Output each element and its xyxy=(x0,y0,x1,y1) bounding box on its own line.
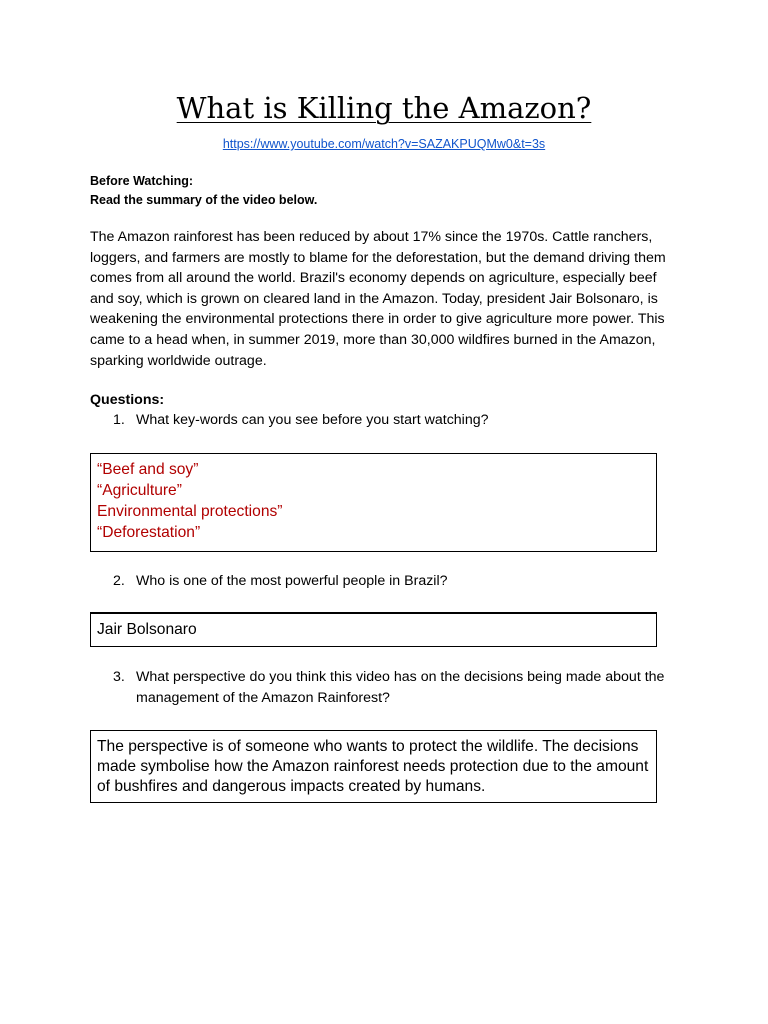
questions-heading: Questions: xyxy=(90,392,165,408)
question-3-number: 3. xyxy=(113,669,125,685)
answer-box-3[interactable] xyxy=(90,730,657,803)
answer-1-line: “Agriculture” xyxy=(97,482,182,499)
document-title: What is Killing the Amazon? xyxy=(176,91,592,125)
answer-1-line: “Deforestation” xyxy=(97,524,201,541)
before-watching-heading: Before Watching: xyxy=(90,174,194,188)
question-1-number: 1. xyxy=(113,412,125,428)
question-2-text: Who is one of the most powerful people in Brazil? xyxy=(136,573,448,589)
answer-box-1[interactable] xyxy=(90,453,657,552)
before-watching-instruction: Read the summary of the video below. xyxy=(90,193,318,207)
answer-3-line: The perspective is of someone who wants to protect the wildlife. The decisions made symbolise how the Amazon rainforest needs protection due to the amount of bushfires and dangerous impacts created by humans. xyxy=(97,738,649,795)
answer-1-line: Environmental protections” xyxy=(97,503,283,520)
question-2 xyxy=(113,571,679,592)
video-link[interactable]: https://www.youtube.com/watch?v=SAZAKPUQMw0&t=3s xyxy=(222,137,546,151)
question-3-text: What perspective do you think this video has on the decisions being made about the management of the Amazon Rainforest? xyxy=(136,669,665,706)
video-summary: The Amazon rainforest has been reduced by about 17% since the 1970s. Cattle ranchers, loggers, and farmers are mostly to blame for the deforestation, but the demand driving them comes from all around the world. Brazil's economy depends on agriculture, especially beef and soy, which is grown on cleared land in the Amazon. Today, president Jair Bolsonaro, is weakening the environmental protections there in order to give agriculture more power. This came to a head when, in summer 2019, more than 30,000 wildfires burned in the Amazon, sparking worldwide outrage. xyxy=(90,229,666,369)
question-1 xyxy=(113,410,679,431)
answer-1-line: “Beef and soy” xyxy=(97,461,199,478)
before-watching-section xyxy=(90,172,317,210)
question-1-text: What key-words can you see before you start watching? xyxy=(136,412,489,428)
answer-box-2[interactable] xyxy=(90,612,657,647)
answer-2-line: Jair Bolsonaro xyxy=(97,621,197,638)
question-2-number: 2. xyxy=(113,573,125,589)
question-3 xyxy=(113,667,679,708)
